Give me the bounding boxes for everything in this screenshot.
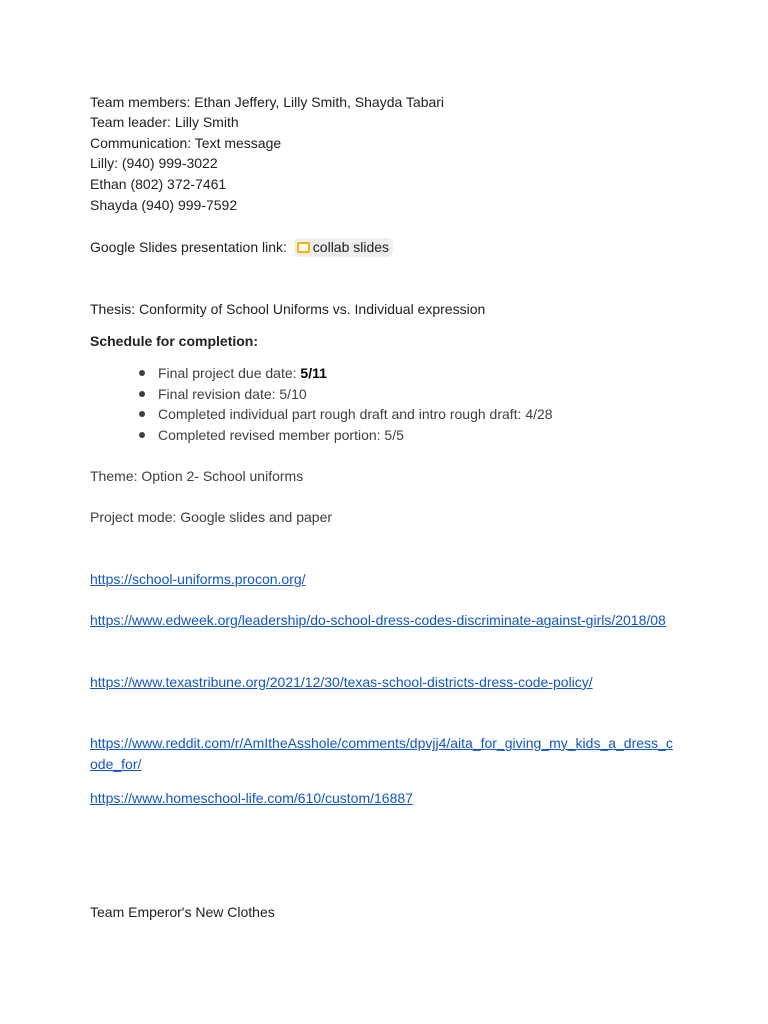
link-texastribune-anchor[interactable]: https://www.texastribune.org/2021/12/30/texas-school-districts-dress-code-policy/ bbox=[90, 674, 593, 690]
team-members-line: Team members: Ethan Jeffery, Lilly Smith, Shayda Tabari bbox=[90, 94, 445, 110]
bullet-dot bbox=[139, 411, 145, 417]
bullet-dot bbox=[139, 432, 145, 438]
schedule-heading: Schedule for completion: bbox=[90, 333, 259, 349]
link-reddit bbox=[90, 733, 680, 774]
project-mode-line: Project mode: Google slides and paper bbox=[90, 509, 333, 525]
contact-lilly: Lilly: (940) 999-3022 bbox=[90, 155, 218, 171]
schedule-item: Completed individual part rough draft and intro rough draft: 4/28 bbox=[136, 404, 553, 425]
contact-shayda: Shayda (940) 999-7592 bbox=[90, 197, 238, 213]
link-procon bbox=[90, 569, 680, 590]
link-homeschool-anchor[interactable]: https://www.homeschool-life.com/610/custom/16887 bbox=[90, 790, 413, 806]
schedule-list bbox=[136, 363, 553, 446]
slides-link-line bbox=[90, 237, 393, 257]
link-homeschool bbox=[90, 788, 680, 809]
link-edweek bbox=[90, 610, 680, 631]
contact-ethan: Ethan (802) 372-7461 bbox=[90, 176, 227, 192]
team-leader-line: Team leader: Lilly Smith bbox=[90, 114, 239, 130]
team-name-line: Team Emperor's New Clothes bbox=[90, 904, 275, 920]
theme-line: Theme: Option 2- School uniforms bbox=[90, 468, 304, 484]
google-slides-icon bbox=[297, 242, 310, 253]
link-reddit-anchor[interactable]: https://www.reddit.com/r/AmItheAsshole/comments/dpvjj4/aita_for_giving_my_kids_a_dress_code_for/ bbox=[90, 735, 673, 772]
collab-slides-chip[interactable] bbox=[294, 238, 393, 257]
schedule-item: Final project due date: 5/11 bbox=[136, 363, 553, 384]
link-procon-anchor[interactable]: https://school-uniforms.procon.org/ bbox=[90, 571, 306, 587]
thesis-line: Thesis: Conformity of School Uniforms vs. Individual expression bbox=[90, 301, 486, 317]
bullet-dot bbox=[139, 391, 145, 397]
slides-link-label: Google Slides presentation link: bbox=[90, 239, 287, 255]
bullet-dot bbox=[139, 370, 145, 376]
schedule-item: Completed revised member portion: 5/5 bbox=[136, 425, 553, 446]
link-edweek-anchor[interactable]: https://www.edweek.org/leadership/do-school-dress-codes-discriminate-against-girls/2018/08 bbox=[90, 612, 666, 628]
schedule-item: Final revision date: 5/10 bbox=[136, 384, 553, 405]
communication-line: Communication: Text message bbox=[90, 135, 282, 151]
collab-slides-chip-label: collab slides bbox=[312, 239, 390, 255]
link-texastribune bbox=[90, 672, 680, 693]
